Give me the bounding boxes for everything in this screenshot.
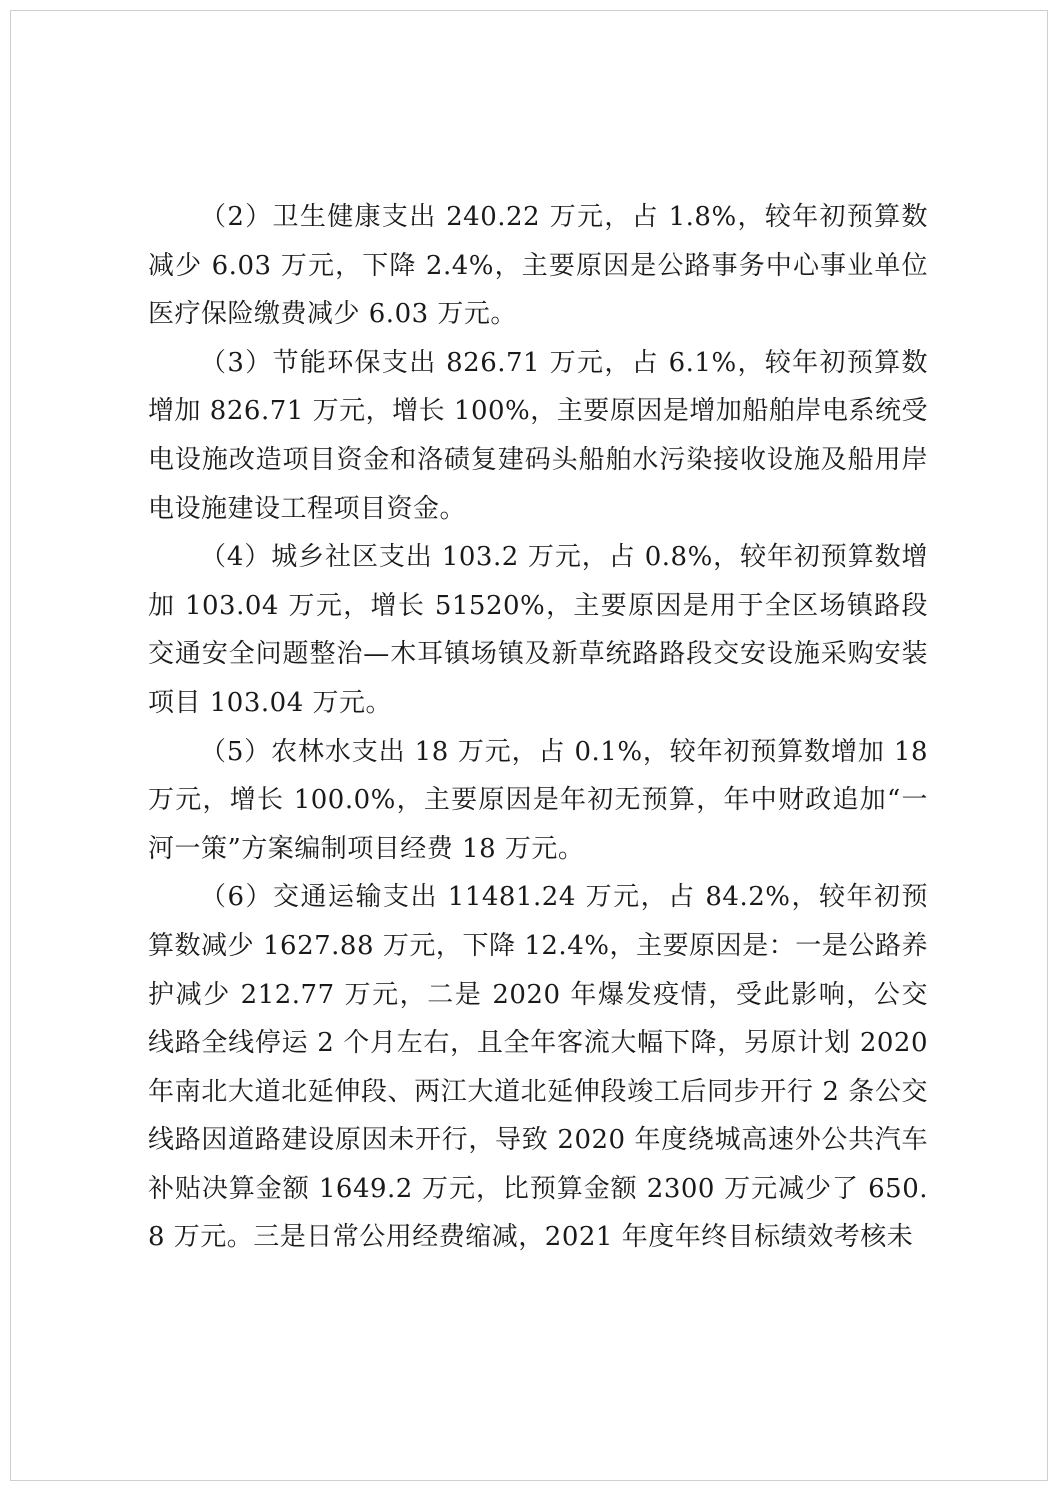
paragraph-energy-environment-expenditure: （3）节能环保支出 826.71 万元，占 6.1%，较年初预算数增加 826.71 万元，增长 100%，主要原因是增加船舶岸电系统受电设施改造项目资金和洛碛复建码头船舶水污染接收设施及船用岸电设施建设工程项目资金。	[148, 347, 928, 524]
paragraph-agriculture-forestry-water-expenditure: （5）农林水支出 18 万元，占 0.1%，较年初预算数增加 18 万元，增长 100.0%，主要原因是年初无预算，年中财政追加“一河一策”方案编制项目经费 18 万元。	[148, 736, 928, 864]
document-body	[148, 193, 928, 1262]
paragraph-urban-rural-community-expenditure: （4）城乡社区支出 103.2 万元，占 0.8%，较年初预算数增加 103.04 万元，增长 51520%，主要原因是用于全区场镇路段交通安全问题整治—木耳镇场镇及新草统路路段交安设施采购安装项目 103.04 万元。	[148, 542, 928, 718]
paragraph-transportation-expenditure: （6）交通运输支出 11481.24 万元，占 84.2%，较年初预算数减少 1627.88 万元，下降 12.4%，主要原因是：一是公路养护减少 212.77 万元，二是 2020 年爆发疫情，受此影响，公交线路全线停运 2 个月左右，且全年客流大幅下降，另原计划 2020 年南北大道北延伸段、两江大道北延伸段竣工后同步开行 2 条公交线路因道路建设原因未开行，导致 2020 年度绕城高速外公共汽车补贴决算金额 1649.2 万元，比预算金额 2300 万元减少了 650.8 万元。三是日常公用经费缩减，2021 年度年终目标绩效考核未	[148, 882, 928, 1253]
paragraph-health-expenditure: （2）卫生健康支出 240.22 万元，占 1.8%，较年初预算数减少 6.03 万元，下降 2.4%，主要原因是公路事务中心事业单位医疗保险缴费减少 6.03 万元。	[148, 202, 928, 330]
